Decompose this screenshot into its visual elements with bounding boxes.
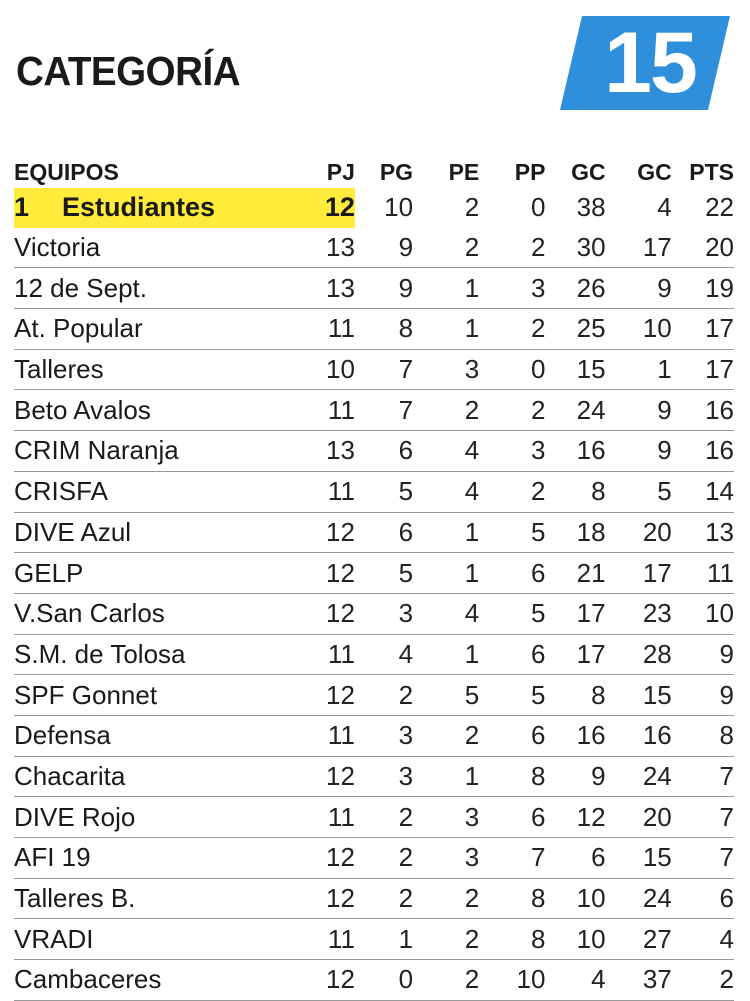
stat-cell-pp: 5 [530, 516, 546, 547]
stat-cell-gc: 20 [642, 516, 672, 547]
team-name-cell: Chacarita [14, 760, 126, 791]
stat-cell-pj: 11 [327, 394, 355, 425]
stat-cell-pe: 1 [464, 516, 480, 547]
team-name-cell: S.M. de Tolosa [14, 638, 186, 669]
stat-cell-gc: 9 [657, 435, 672, 466]
stat-cell-gf: 15 [576, 354, 606, 385]
stat-cell-gf: 9 [591, 760, 606, 791]
stat-cell-gf: 10 [576, 923, 606, 954]
stat-cell-pe: 4 [464, 598, 480, 629]
stat-cell-pg: 5 [398, 557, 414, 588]
stat-cell-gf: 18 [576, 516, 606, 547]
stat-cell-pp: 7 [530, 842, 546, 873]
stat-cell-gf: 8 [591, 679, 606, 710]
table-row [14, 756, 734, 797]
team-name-cell: CRISFA [14, 476, 108, 507]
stat-cell-pe: 2 [464, 394, 480, 425]
stat-cell-pts: 2 [719, 964, 734, 995]
stat-cell-pp: 0 [530, 354, 546, 385]
stat-cell-gf: 21 [576, 557, 606, 588]
stat-cell-pj: 11 [327, 720, 355, 751]
stat-cell-gc: 15 [642, 679, 672, 710]
stat-cell-gc: 9 [657, 394, 672, 425]
stat-cell-gf: 6 [591, 842, 606, 873]
table-row [14, 471, 734, 512]
stat-cell-pg: 0 [398, 964, 414, 995]
stat-cell-gf: 17 [576, 598, 606, 629]
stat-cell-gc: 28 [642, 638, 672, 669]
stat-cell-pts: 11 [707, 557, 734, 588]
stat-cell-pts: 10 [705, 598, 734, 629]
table-row [14, 390, 734, 431]
table-row [14, 675, 734, 716]
stat-cell-gc: 37 [642, 964, 672, 995]
category-number-badge [560, 16, 730, 110]
stat-cell-pts: 16 [705, 394, 734, 425]
table-row [14, 228, 734, 268]
team-name-cell: Cambaceres [14, 964, 162, 995]
stat-cell-gc: 1 [657, 354, 672, 385]
stat-cell-pj: 11 [327, 923, 355, 954]
team-name-cell: Talleres [14, 354, 104, 385]
team-name-cell: 12 de Sept. [14, 272, 147, 303]
stat-cell-pts: 7 [719, 842, 734, 873]
stat-cell-pts: 6 [719, 883, 734, 914]
team-name-cell: GELP [14, 557, 84, 588]
stat-cell-pj: 10 [326, 354, 355, 385]
stat-cell-gc: 5 [657, 476, 672, 507]
stat-cell-pe: 4 [464, 476, 480, 507]
stat-cell-pj: 12 [326, 598, 355, 629]
stat-cell-pe: 2 [464, 232, 480, 263]
column-header-pg: PG [379, 159, 414, 185]
leader-pg: 10 [384, 192, 414, 223]
stat-cell-pts: 17 [705, 354, 734, 385]
table-row [14, 797, 734, 838]
table-row [14, 878, 734, 919]
stat-cell-pp: 5 [530, 679, 546, 710]
stat-cell-pj: 12 [326, 964, 355, 995]
leader-pe: 2 [464, 192, 480, 223]
stat-cell-pe: 1 [464, 638, 480, 669]
table-row [14, 919, 734, 960]
stat-cell-pe: 2 [464, 964, 480, 995]
stat-cell-pg: 8 [398, 313, 414, 344]
stat-cell-gf: 25 [576, 313, 606, 344]
stat-cell-pg: 7 [398, 354, 414, 385]
stat-cell-pg: 3 [398, 720, 414, 751]
stat-cell-pp: 6 [530, 638, 546, 669]
table-row [14, 553, 734, 594]
stat-cell-pe: 2 [464, 720, 480, 751]
table-row [14, 593, 734, 634]
stat-cell-pg: 5 [398, 476, 414, 507]
stat-cell-pp: 10 [516, 964, 546, 995]
stat-cell-pj: 11 [327, 801, 355, 832]
stat-cell-gf: 10 [576, 883, 606, 914]
column-header-pts: PTS [689, 159, 734, 185]
stat-cell-pp: 3 [530, 272, 546, 303]
stat-cell-pj: 13 [326, 232, 355, 263]
stat-cell-pe: 2 [464, 923, 480, 954]
stat-cell-pp: 2 [530, 232, 546, 263]
stat-cell-pe: 1 [464, 313, 480, 344]
stat-cell-gf: 16 [576, 435, 606, 466]
stat-cell-pts: 9 [719, 679, 734, 710]
column-header-gc: GC [637, 159, 672, 185]
column-header-gf: GC [571, 159, 606, 185]
stat-cell-pg: 2 [398, 801, 414, 832]
stat-cell-pj: 12 [326, 516, 355, 547]
leader-team-cell [14, 188, 277, 228]
stat-cell-gf: 8 [591, 476, 606, 507]
stat-cell-pj: 11 [327, 313, 355, 344]
team-name-cell: Defensa [14, 720, 111, 751]
stat-cell-gc: 17 [642, 557, 672, 588]
stat-cell-gc: 24 [642, 760, 672, 791]
team-name-cell: DIVE Rojo [14, 801, 136, 832]
stat-cell-pg: 9 [398, 232, 414, 263]
stat-cell-gc: 9 [657, 272, 672, 303]
table-row [14, 309, 734, 350]
stat-cell-pe: 1 [464, 272, 480, 303]
stat-cell-pts: 14 [705, 476, 734, 507]
stat-cell-gf: 12 [576, 801, 606, 832]
team-name-cell: V.San Carlos [14, 598, 165, 629]
table-row [14, 960, 734, 1001]
stat-cell-gf: 26 [576, 272, 606, 303]
stat-cell-pe: 2 [464, 883, 480, 914]
leader-row [14, 188, 734, 228]
stat-cell-pg: 9 [398, 272, 414, 303]
stat-cell-pj: 13 [326, 272, 355, 303]
stat-cell-pp: 2 [530, 313, 546, 344]
stat-cell-gc: 24 [642, 883, 672, 914]
stat-cell-pj: 12 [326, 679, 355, 710]
stat-cell-pj: 12 [326, 557, 355, 588]
stat-cell-pe: 1 [464, 760, 480, 791]
stat-cell-gc: 15 [642, 842, 672, 873]
leader-team-name: Estudiantes [62, 192, 216, 223]
stat-cell-pts: 17 [705, 313, 734, 344]
standings-table [14, 150, 734, 1001]
leader-gc: 4 [657, 192, 672, 223]
stat-cell-pj: 12 [326, 883, 355, 914]
stat-cell-pg: 6 [398, 516, 414, 547]
stat-cell-gf: 24 [576, 394, 606, 425]
stat-cell-pts: 4 [719, 923, 734, 954]
stat-cell-pj: 12 [326, 842, 355, 873]
stat-cell-pp: 3 [530, 435, 546, 466]
team-name-cell: DIVE Azul [14, 516, 132, 547]
team-name-cell: Beto Avalos [14, 394, 151, 425]
stat-cell-pj: 13 [326, 435, 355, 466]
stat-cell-pe: 4 [464, 435, 480, 466]
stat-cell-pe: 3 [464, 801, 480, 832]
leader-pts: 22 [705, 192, 734, 223]
column-header-pj: PJ [326, 159, 355, 185]
table-row [14, 838, 734, 879]
leader-gf: 38 [576, 192, 606, 223]
table-row [14, 268, 734, 309]
team-name-cell: At. Popular [14, 313, 143, 344]
leader-position: 1 [14, 192, 30, 223]
stat-cell-pg: 3 [398, 760, 414, 791]
stat-cell-pp: 6 [530, 720, 546, 751]
stat-cell-pp: 5 [530, 598, 546, 629]
stat-cell-pg: 2 [398, 883, 414, 914]
badge-number: 15 [604, 15, 696, 111]
category-title: CATEGORÍA [16, 48, 241, 94]
table-row [14, 431, 734, 472]
leader-pp: 0 [530, 192, 546, 223]
stat-cell-pp: 8 [530, 760, 546, 791]
stat-cell-gc: 27 [642, 923, 672, 954]
stat-cell-pe: 3 [464, 842, 480, 873]
table-row [14, 512, 734, 553]
column-header-equipos: EQUIPOS [14, 159, 119, 185]
team-name-cell: Talleres B. [14, 883, 136, 914]
table-row [14, 715, 734, 756]
team-name-cell: SPF Gonnet [14, 679, 158, 710]
stat-cell-gf: 16 [576, 720, 606, 751]
stat-cell-pg: 2 [398, 679, 414, 710]
team-name-cell: AFI 19 [14, 842, 91, 873]
leader-pj: 12 [277, 188, 355, 228]
stat-cell-pts: 13 [705, 516, 734, 547]
stat-cell-pts: 9 [719, 638, 734, 669]
column-header-pp: PP [514, 159, 546, 185]
stat-cell-pg: 6 [398, 435, 414, 466]
stat-cell-gf: 4 [591, 964, 606, 995]
team-name-cell: CRIM Naranja [14, 435, 179, 466]
stat-cell-pe: 3 [464, 354, 480, 385]
stat-cell-pp: 2 [530, 394, 546, 425]
table-row [14, 349, 734, 390]
stat-cell-gc: 16 [642, 720, 672, 751]
column-header-pe: PE [448, 159, 480, 185]
table-row [14, 634, 734, 675]
stat-cell-pe: 1 [464, 557, 480, 588]
stat-cell-gf: 17 [576, 638, 606, 669]
stat-cell-pp: 8 [530, 923, 546, 954]
stat-cell-pp: 6 [530, 801, 546, 832]
stat-cell-pts: 20 [705, 232, 734, 263]
stat-cell-pp: 2 [530, 476, 546, 507]
stat-cell-gf: 30 [576, 232, 606, 263]
stat-cell-pts: 7 [719, 760, 734, 791]
stat-cell-pts: 8 [719, 720, 734, 751]
stat-cell-pts: 7 [719, 801, 734, 832]
stat-cell-gc: 17 [642, 232, 672, 263]
stat-cell-pp: 8 [530, 883, 546, 914]
team-name-cell: Victoria [14, 232, 101, 263]
stat-cell-pg: 3 [398, 598, 414, 629]
stat-cell-gc: 10 [642, 313, 672, 344]
stat-cell-pg: 4 [398, 638, 414, 669]
stat-cell-pe: 5 [464, 679, 480, 710]
stat-cell-pj: 11 [327, 638, 355, 669]
table-header-row [14, 150, 734, 188]
stat-cell-pts: 19 [705, 272, 734, 303]
stat-cell-pts: 16 [705, 435, 734, 466]
stat-cell-pg: 1 [398, 923, 414, 954]
stat-cell-gc: 23 [642, 598, 672, 629]
stat-cell-pg: 7 [398, 394, 414, 425]
stat-cell-gc: 20 [642, 801, 672, 832]
team-name-cell: VRADI [14, 923, 94, 954]
stat-cell-pg: 2 [398, 842, 414, 873]
stat-cell-pj: 11 [327, 476, 355, 507]
stat-cell-pj: 12 [326, 760, 355, 791]
stat-cell-pp: 6 [530, 557, 546, 588]
